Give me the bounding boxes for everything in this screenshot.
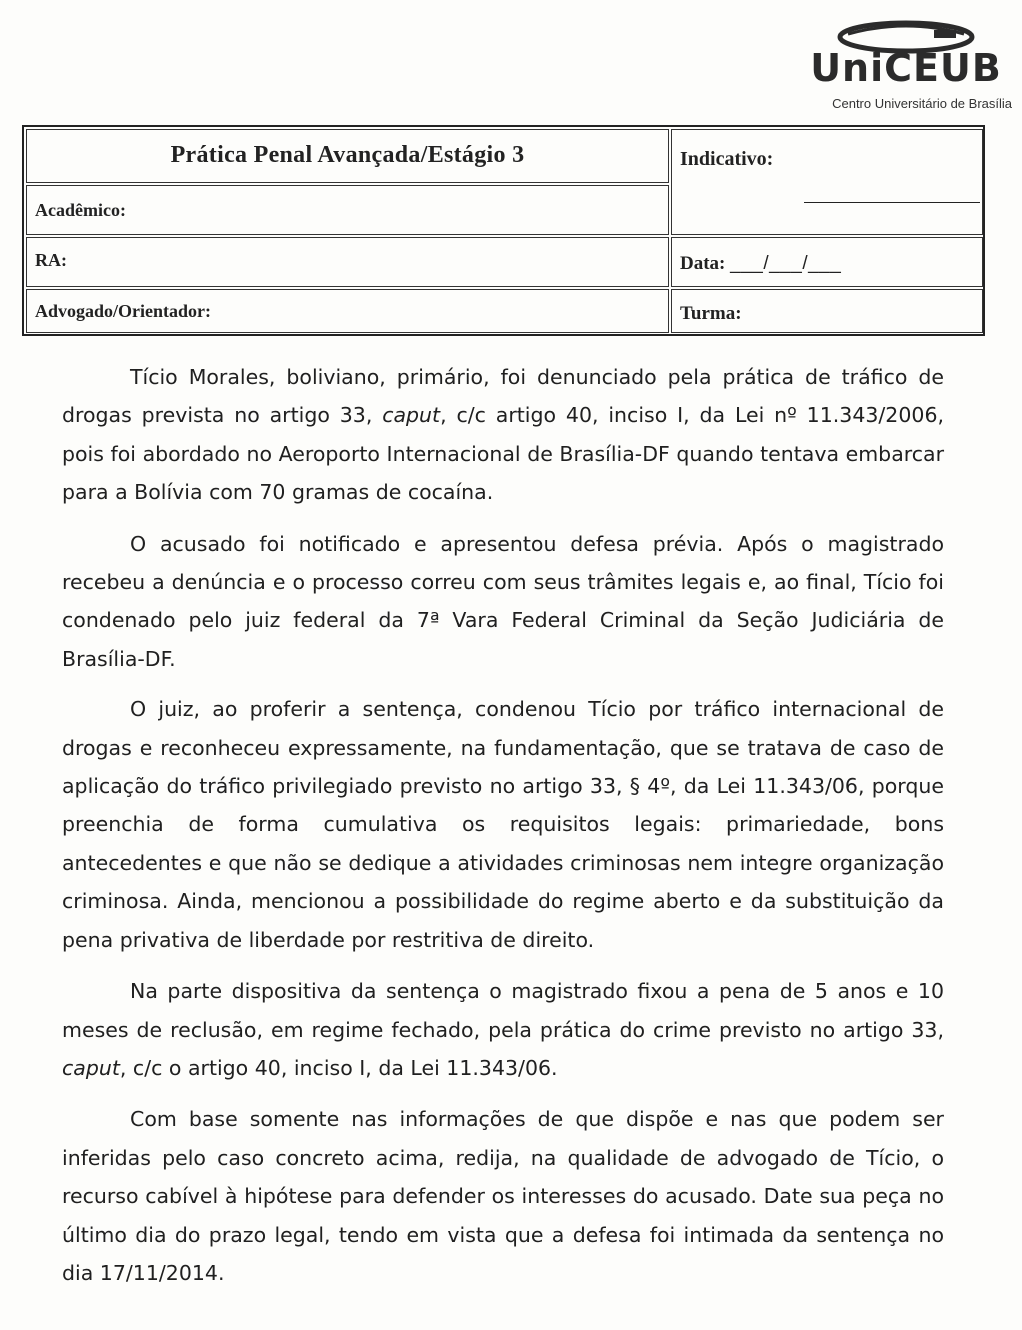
paragraph-2: O acusado foi notificado e apresentou defesa prévia. Após o magistrado recebeu a denúncia e o processo correu com seus trâmites legais e, ao final, Tício foi condenado pelo juiz federal da 7ª Vara Federal Criminal da Seção Judiciária de Brasília-DF. — [62, 531, 944, 671]
academico-field[interactable] — [26, 185, 669, 235]
turma-field[interactable] — [671, 289, 983, 333]
data-field[interactable] — [671, 237, 983, 287]
header-form — [22, 125, 985, 336]
case-statement — [62, 358, 944, 1305]
advogado-orientador-label: Advogado/Orientador: — [35, 301, 212, 321]
logo-wordmark: UniCEUB — [810, 46, 1002, 90]
form-title: Prática Penal Avançada/Estágio 3 — [170, 142, 525, 168]
ra-label: RA: — [35, 250, 67, 270]
data-label: Data: — [680, 253, 726, 274]
paragraph-4: Na parte dispositiva da sentença o magistrado fixou a pena de 5 anos e 10 meses de reclusão, em regime fechado, pela prática do crime previsto no artigo 33, caput, c/c o artigo 40, inciso I, da Lei 11.343/06. — [62, 979, 944, 1080]
ra-field[interactable] — [26, 237, 669, 287]
turma-label: Turma: — [680, 303, 742, 324]
indicativo-field[interactable] — [671, 129, 983, 235]
indicativo-blank-line — [804, 202, 980, 203]
university-logo — [800, 18, 1012, 111]
paragraph-1: Tício Morales, boliviano, primário, foi denunciado pela prática de tráfico de drogas prevista no artigo 33, caput, c/c artigo 40, inciso I, da Lei nº 11.343/2006, pois foi abordado no Aeroporto Internacional de Brasília-DF quando tentava embarcar para a Bolívia com 70 gramas de cocaína. — [62, 365, 944, 505]
indicativo-label: Indicativo: — [680, 148, 774, 170]
paragraph-5: Com base somente nas informações de que dispõe e nas que podem ser inferidas pelo caso concreto acima, redija, na qualidade de advogado de Tício, o recurso cabível à hipótese para defender os interesses do acusado. Date sua peça no último dia do prazo legal, tendo em vista que a defesa foi intimada da sentença no dia 17/11/2014. — [62, 1107, 944, 1285]
academico-label: Acadêmico: — [35, 200, 126, 220]
paragraph-3: O juiz, ao proferir a sentença, condenou Tício por tráfico internacional de drogas e reconheceu expressamente, na fundamentação, que se tratava de caso de aplicação do tráfico privilegiado previsto no artigo 33, § 4º, da Lei 11.343/06, porque preenchia de forma cumulativa os requisitos legais: primariedade, bons antecedentes e que não se dedique a atividades criminosas nem integre organização criminosa. Ainda, mencionou a possibilidade do regime aberto e da substituição da pena privativa de liberdade por restritiva de direito. — [62, 697, 944, 952]
logo-subtitle: Centro Universitário de Brasília — [832, 96, 1012, 111]
data-blank-value: ___/___/___ — [730, 253, 842, 274]
advogado-orientador-field[interactable] — [26, 289, 669, 333]
title-cell — [26, 129, 669, 183]
data-label-wrap — [680, 253, 841, 275]
